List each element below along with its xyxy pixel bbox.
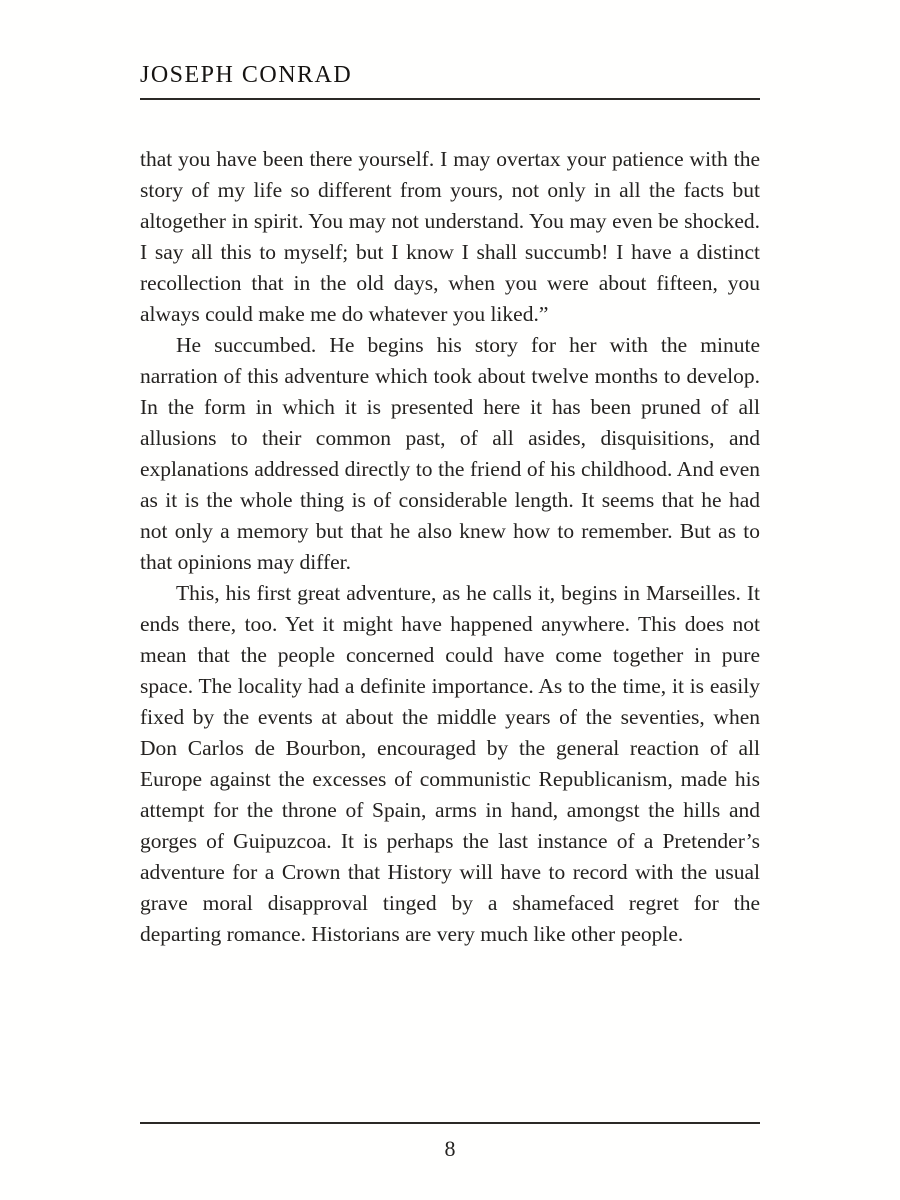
running-header-author: JOSEPH CONRAD [140,62,353,88]
page-header [140,62,760,100]
paragraph: This, his first great adventure, as he calls it, begins in Marseilles. It ends there, too. Yet it might have happened anywhere. This does not mean that the people concerned could have come together in pure space. The locality had a definite importance. As to the time, it is easily fixed by the events at about the middle years of the seventies, when Don Carlos de Bourbon, encouraged by the general reaction of all Europe against the excesses of communistic Republicanism, made his attempt for the throne of Spain, arms in hand, amongst the hills and gorges of Guipuzcoa. It is perhaps the last instance of a Pretender’s adventure for a Crown that History will have to record with the usual grave moral disapproval tinged by a shamefaced regret for the departing romance. Historians are very much like other people. [140,581,760,946]
paragraph-continuation: that you have been there yourself. I may overtax your patience with the story of my life so different from yours, not only in all the facts but altogether in spirit. You may not understand. You may even be shocked. I say all this to myself; but I know I shall succumb! I have a distinct recollection that in the old days, when you were about fifteen, you always could make me do whatever you liked.” [140,147,760,326]
footer-rule [140,1122,760,1124]
page-footer [140,1122,760,1162]
page-body [140,144,760,950]
paragraph: He succumbed. He begins his story for her with the minute narration of this adventure which took about twelve months to develop. In the form in which it is presented here it has been pruned of all allusions to their common past, of all asides, disquisitions, and explanations addressed directly to the friend of his childhood. And even as it is the whole thing is of considerable length. It seems that he had not only a memory but that he also knew how to remember. But as to that opinions may differ. [140,333,760,574]
page-number: 8 [444,1136,456,1161]
